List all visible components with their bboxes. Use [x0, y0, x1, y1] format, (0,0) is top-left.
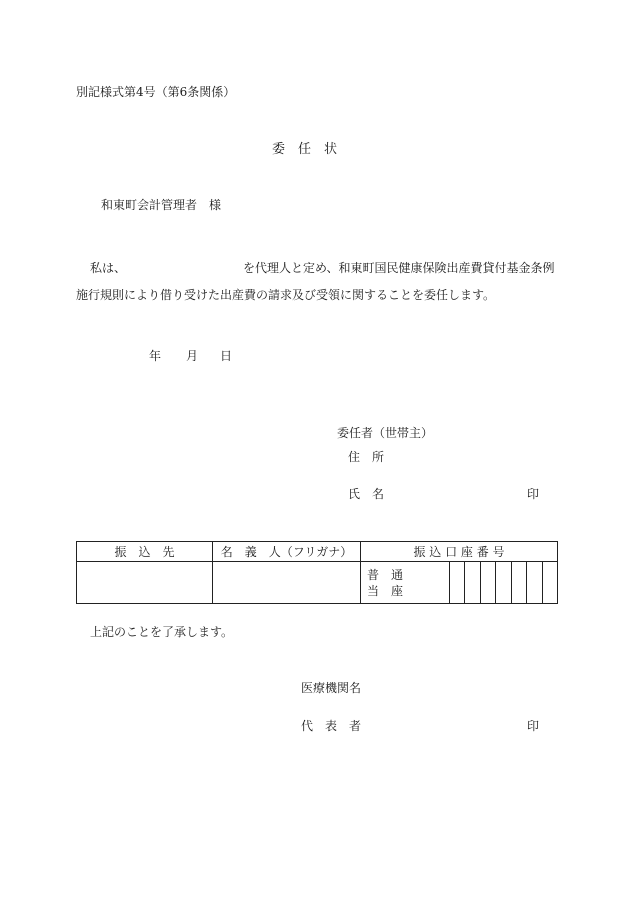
body-line1-end: を代理人と定め、和東町国民健康保険出産費貸付基金条例 — [243, 261, 555, 275]
body-line1-start: 私は、 — [90, 261, 127, 275]
account-digit-box[interactable] — [464, 562, 479, 603]
form-number: 別記様式第4号（第6条関係） — [76, 85, 236, 99]
account-digit-box[interactable] — [495, 562, 510, 603]
account-digit-box[interactable] — [480, 562, 495, 603]
bank-header: 振 込 先 — [77, 542, 213, 562]
account-cell — [361, 562, 558, 604]
delegator-heading: 委任者（世帯主） — [337, 426, 434, 440]
delegator-address-label: 住 所 — [348, 450, 385, 464]
bank-cell[interactable] — [77, 562, 213, 604]
delegator-seal: 印 — [527, 487, 540, 501]
date-month: 月 — [186, 349, 199, 363]
account-digit-box[interactable] — [526, 562, 541, 603]
holder-cell[interactable] — [213, 562, 361, 604]
account-header: 振 込 口 座 番 号 — [361, 542, 558, 562]
account-digit-box[interactable] — [511, 562, 526, 603]
document-title: 委 任 状 — [272, 142, 338, 157]
delegator-name-label: 氏 名 — [348, 487, 385, 501]
institution-rep-label: 代 表 者 — [301, 719, 362, 733]
institution-name-label: 医療機関名 — [301, 681, 362, 695]
acknowledgement: 上記のことを了承します。 — [90, 625, 234, 639]
date-year: 年 — [149, 349, 162, 363]
account-digit-box[interactable] — [449, 562, 464, 603]
bank-transfer-table — [76, 541, 558, 604]
addressee: 和東町会計管理者 様 — [101, 198, 222, 212]
account-type[interactable] — [361, 562, 449, 603]
account-digit-box[interactable] — [542, 562, 557, 603]
account-type-current: 当 座 — [367, 583, 404, 598]
account-type-ordinary: 普 通 — [367, 567, 404, 582]
institution-seal: 印 — [527, 719, 540, 733]
date-day: 日 — [220, 349, 233, 363]
body-line2: 施行規則により借り受けた出産費の請求及び受領に関することを委任します。 — [76, 288, 496, 302]
holder-header: 名 義 人（フリガナ） — [213, 542, 361, 562]
